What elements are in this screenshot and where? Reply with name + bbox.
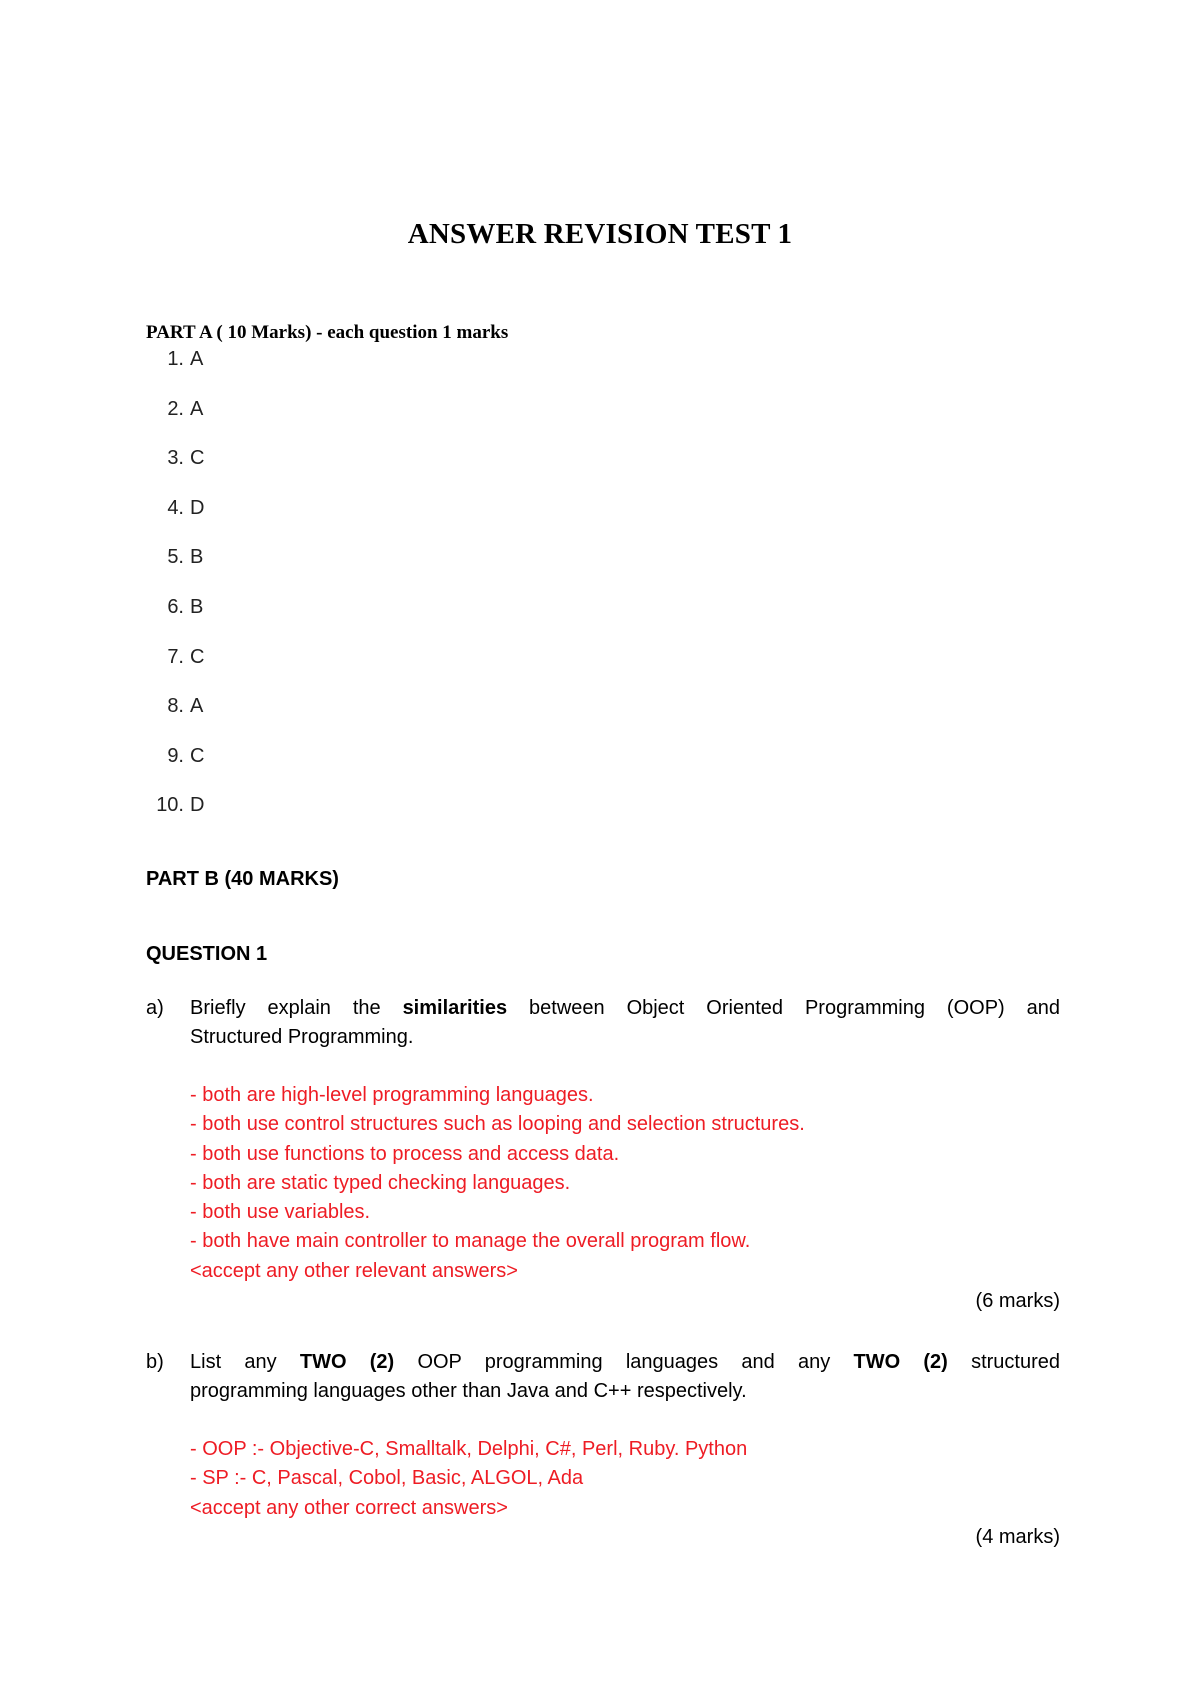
question-text-line-2: Structured Programming.: [190, 1026, 414, 1048]
answer-line: - both use functions to process and access data.: [190, 1142, 620, 1165]
question-1a-answer: [190, 1081, 805, 1286]
answer-line: - both use control structures such as looping and selection structures.: [190, 1113, 805, 1136]
item-number: 6.: [167, 595, 184, 618]
question-text-part: Briefly explain the: [190, 997, 403, 1019]
item-answer: B: [190, 595, 204, 618]
list-item: [146, 792, 204, 842]
list-item: [146, 445, 204, 495]
item-answer: C: [190, 447, 205, 470]
list-item: [146, 594, 204, 644]
item-answer: C: [190, 744, 205, 767]
item-number: 3.: [167, 447, 184, 470]
answer-line: - both use variables.: [190, 1201, 371, 1224]
question-text-line-1: [190, 1348, 1060, 1377]
question-1b: [146, 1348, 1060, 1406]
list-item: [146, 743, 204, 793]
question-1b-answer: [190, 1435, 747, 1523]
answer-line: - both are static typed checking languages.: [190, 1171, 571, 1194]
question-text: [190, 994, 1060, 1052]
answer-line: - both are high-level programming languages.: [190, 1084, 594, 1106]
list-item: [146, 396, 204, 446]
item-number: 5.: [167, 546, 184, 569]
item-number: 10.: [156, 794, 184, 817]
emphasis-two: TWO (2): [853, 1351, 948, 1373]
question-1a: [146, 994, 1060, 1052]
item-number: 8.: [167, 695, 184, 718]
item-answer: B: [190, 546, 204, 569]
list-item: [146, 644, 204, 694]
item-answer: D: [190, 794, 205, 817]
item-number: 2.: [167, 397, 184, 420]
item-answer: A: [190, 348, 204, 370]
item-answer: C: [190, 645, 205, 668]
marks-label: (6 marks): [975, 1290, 1060, 1312]
question-letter: a): [146, 997, 164, 1019]
emphasis-similarities: similarities: [402, 997, 508, 1019]
part-b-heading: PART B (40 MARKS): [146, 868, 339, 890]
list-item: [146, 693, 204, 743]
question-text-part: structured: [947, 1351, 1061, 1373]
list-item: [146, 495, 204, 545]
item-answer: A: [190, 695, 204, 718]
part-a-heading: PART A ( 10 Marks) - each question 1 marks: [146, 322, 509, 343]
marks-label: (4 marks): [975, 1526, 1060, 1548]
item-number: 4.: [167, 496, 184, 519]
question-text-line-1: [190, 994, 1060, 1023]
question-text-part: OOP programming languages and any: [394, 1351, 854, 1373]
question-1-heading: QUESTION 1: [146, 943, 268, 965]
question-text: [190, 1348, 1060, 1406]
question-letter: b): [146, 1351, 164, 1373]
answer-line: - OOP :- Objective-C, Smalltalk, Delphi, C#, Perl, Ruby. Python: [190, 1438, 748, 1460]
answer-line: - both have main controller to manage the overall program flow.: [190, 1230, 751, 1253]
emphasis-two: TWO (2): [299, 1351, 395, 1373]
question-text-part: between Object Oriented Programming (OOP) and: [507, 997, 1060, 1019]
question-text-part: List any: [190, 1351, 300, 1373]
list-item: [146, 544, 204, 594]
item-number: 1.: [167, 348, 184, 370]
list-item: [146, 346, 204, 396]
answer-line: <accept any other relevant answers>: [190, 1259, 518, 1282]
answer-line: - SP :- C, Pascal, Cobol, Basic, ALGOL, Ada: [190, 1467, 584, 1490]
item-number: 9.: [167, 744, 184, 767]
question-text-line-2: programming languages other than Java and C++ respectively.: [190, 1380, 747, 1402]
item-number: 7.: [167, 645, 184, 668]
item-answer: D: [190, 496, 205, 519]
answer-line: <accept any other correct answers>: [190, 1496, 508, 1519]
item-answer: A: [190, 397, 204, 420]
page-title: ANSWER REVISION TEST 1: [407, 218, 793, 250]
part-a-answer-list: [146, 346, 204, 842]
